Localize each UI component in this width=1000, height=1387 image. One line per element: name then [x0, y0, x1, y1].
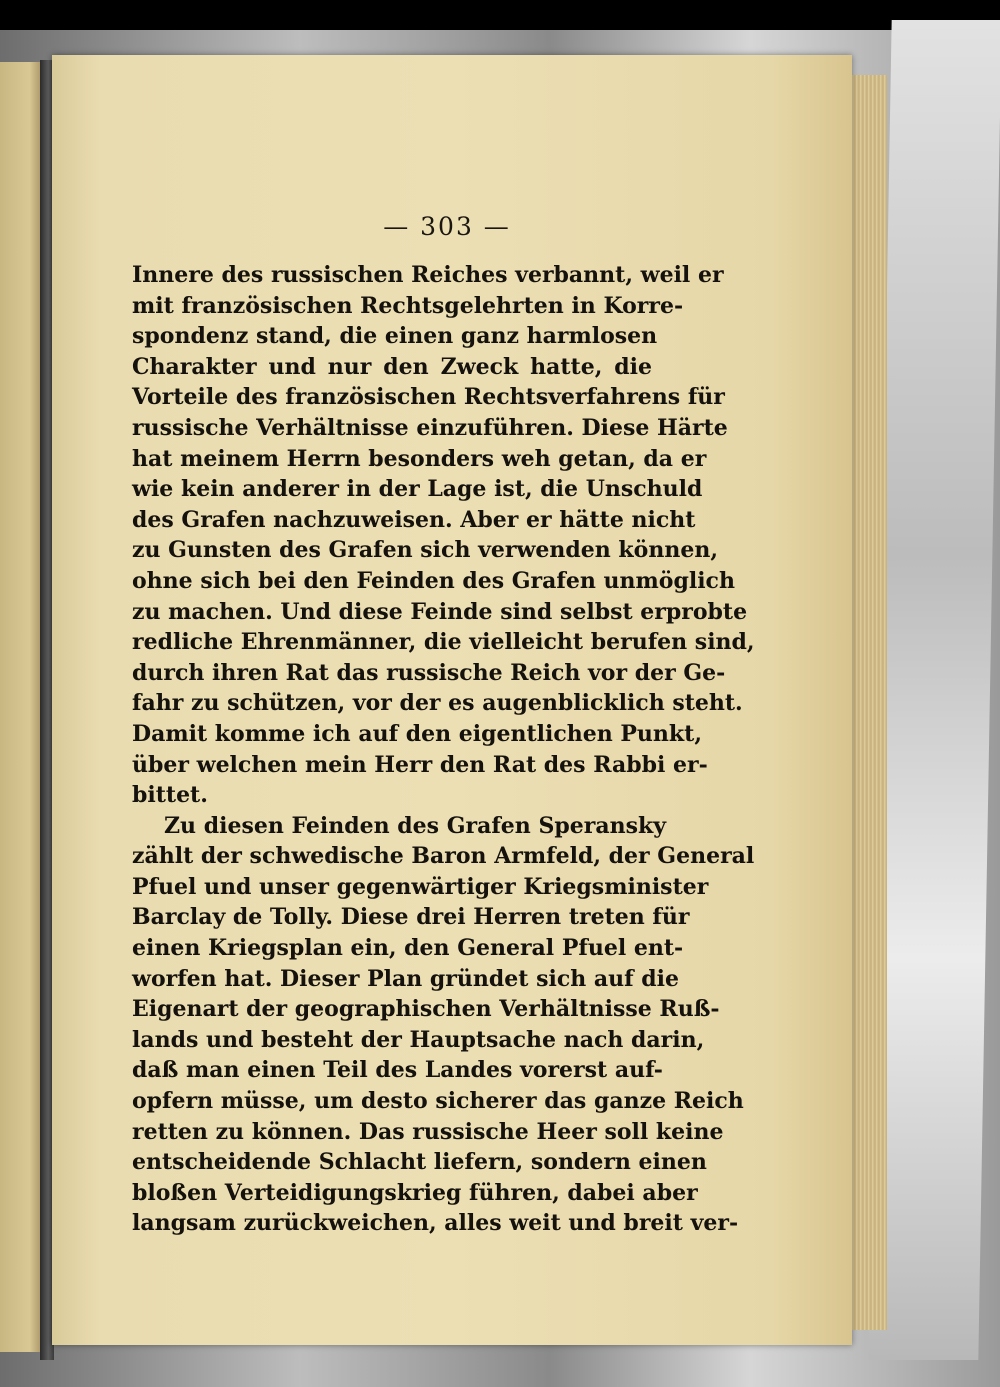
- page-number: — 303 —: [383, 212, 511, 241]
- text-line: retten zu können. Das russische Heer soll keine: [132, 1118, 724, 1145]
- text-line: Pfuel und unser gegenwärtiger Kriegsminister: [132, 873, 709, 900]
- text-line: Vorteile des französischen Rechtsverfahrens für: [132, 384, 725, 411]
- text-line: redliche Ehrenmänner, die vielleicht berufen sind,: [132, 629, 755, 656]
- text-line: Charakter und nur den Zweck hatte, die: [132, 353, 652, 380]
- text-line: einen Kriegsplan ein, den General Pfuel ent-: [132, 935, 684, 962]
- text-line: zu machen. Und diese Feinde sind selbst erprobte: [132, 598, 748, 625]
- text-line: langsam zurückweichen, alles weit und breit ver-: [132, 1210, 739, 1237]
- text-line: des Grafen nachzuweisen. Aber er hätte nicht: [132, 506, 696, 533]
- text-line: daß man einen Teil des Landes vorerst auf-: [132, 1057, 663, 1084]
- text-line: über welchen mein Herr den Rat des Rabbi er-: [132, 751, 708, 778]
- text-line: entscheidende Schlacht liefern, sondern einen: [132, 1149, 707, 1176]
- text-line: bittet.: [132, 782, 208, 809]
- book-page: [52, 55, 852, 1345]
- text-line: durch ihren Rat das russische Reich vor der Ge-: [132, 659, 726, 686]
- text-line: ohne sich bei den Feinden des Grafen unmöglich: [132, 567, 735, 594]
- left-page-edge: [0, 62, 42, 1352]
- text-line: spondenz stand, die einen ganz harmlosen: [132, 323, 658, 350]
- text-line: russische Verhältnisse einzuführen. Diese Härte: [132, 414, 728, 441]
- paragraph-2: [132, 811, 755, 1239]
- text-line: fahr zu schützen, vor der es augenblicklich steht.: [132, 690, 743, 717]
- paragraph-1: [132, 260, 755, 811]
- text-line: Barclay de Tolly. Diese drei Herren treten für: [132, 904, 690, 931]
- text-line: lands und besteht der Hauptsache nach darin,: [132, 1026, 705, 1053]
- text-line: Eigenart der geographischen Verhältnisse Ruß-: [132, 996, 720, 1023]
- text-line: mit französischen Rechtsgelehrten in Korre-: [132, 292, 684, 319]
- text-line: Innere des russischen Reiches verbannt, weil er: [132, 262, 724, 288]
- text-line: bloßen Verteidigungskrieg führen, dabei aber: [132, 1179, 698, 1206]
- text-line: wie kein anderer in der Lage ist, die Unschuld: [132, 476, 703, 503]
- text-line: worfen hat. Dieser Plan gründet sich auf die: [132, 965, 679, 992]
- text-line: hat meinem Herrn besonders weh getan, da er: [132, 445, 707, 472]
- text-line: Zu diesen Feinden des Grafen Speransky: [164, 812, 666, 839]
- book-jacket-edge: [868, 20, 1000, 1360]
- text-line: Damit komme ich auf den eigentlichen Punkt,: [132, 720, 702, 747]
- text-line: zu Gunsten des Grafen sich verwenden können,: [132, 537, 718, 564]
- text-line: zählt der schwedische Baron Armfeld, der General: [132, 843, 755, 870]
- text-line: opfern müsse, um desto sicherer das ganze Reich: [132, 1088, 744, 1115]
- page-body-text: [132, 260, 755, 1239]
